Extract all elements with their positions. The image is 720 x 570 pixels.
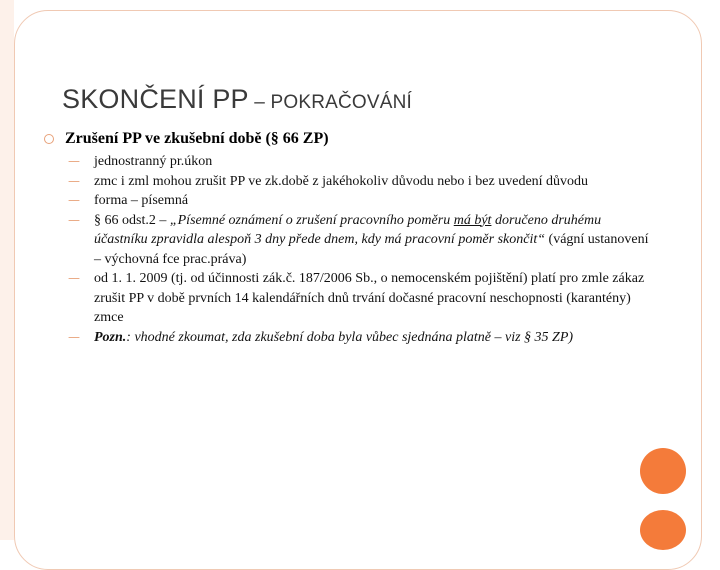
circle-bullet-icon <box>44 134 54 144</box>
dash-bullet-icon <box>68 194 82 206</box>
list-item: — Pozn.: vhodné zkoumat, zda zkušební doba byla vůbec sjednána platně – viz § 35 ZP) <box>66 328 654 348</box>
list-item: — forma – písemná <box>66 191 654 211</box>
level1-item <box>44 128 654 150</box>
list-item: — § 66 odst.2 – „Písemné oznámení o zrušení pracovního poměru má být doručeno druhému účastníku zpravidla alespoň 3 dny přede dnem, kdy má pracovní poměr skončit“ (vágní ustanovení – výchovná fce prac.práva) <box>66 211 654 270</box>
law-quote: „Písemné oznámení o zrušení pracovního poměru má být doručeno druhému účastníku zpravidla alespoň 3 dny přede dnem, kdy má pracovní poměr skončit“ <box>94 212 602 247</box>
slide-title: SKONČENÍ PP – POKRAČOVÁNÍ <box>62 84 413 114</box>
dash-bullet-icon <box>68 175 82 187</box>
slide-content <box>44 128 654 347</box>
dash-bullet-icon <box>68 331 82 343</box>
list-item: — zmc i zml mohou zrušit PP ve zk.době z jakéhokoliv důvodu nebo i bez uvedení důvodu <box>66 172 654 192</box>
list-item: — jednostranný pr.úkon <box>66 152 654 172</box>
dash-bullet-icon <box>68 214 82 226</box>
decorative-circle <box>640 510 686 550</box>
dash-bullet-icon <box>68 155 82 167</box>
bullet-list <box>66 152 654 347</box>
decorative-circle <box>640 448 686 494</box>
list-item: — od 1. 1. 2009 (tj. od účinnosti zák.č. 187/2006 Sb., o nemocenském pojištění) platí pro zmle zákaz zrušit PP v době prvních 14 kalendářních dnů trvání dočasné pracovní neschopnosti (karantény) zmce <box>66 269 654 328</box>
section-heading: Zrušení PP ve zkušební době (§ 66 ZP) <box>65 130 329 147</box>
dash-bullet-icon <box>68 272 82 284</box>
note-label: Pozn. <box>94 329 127 345</box>
left-margin-band <box>0 0 14 540</box>
